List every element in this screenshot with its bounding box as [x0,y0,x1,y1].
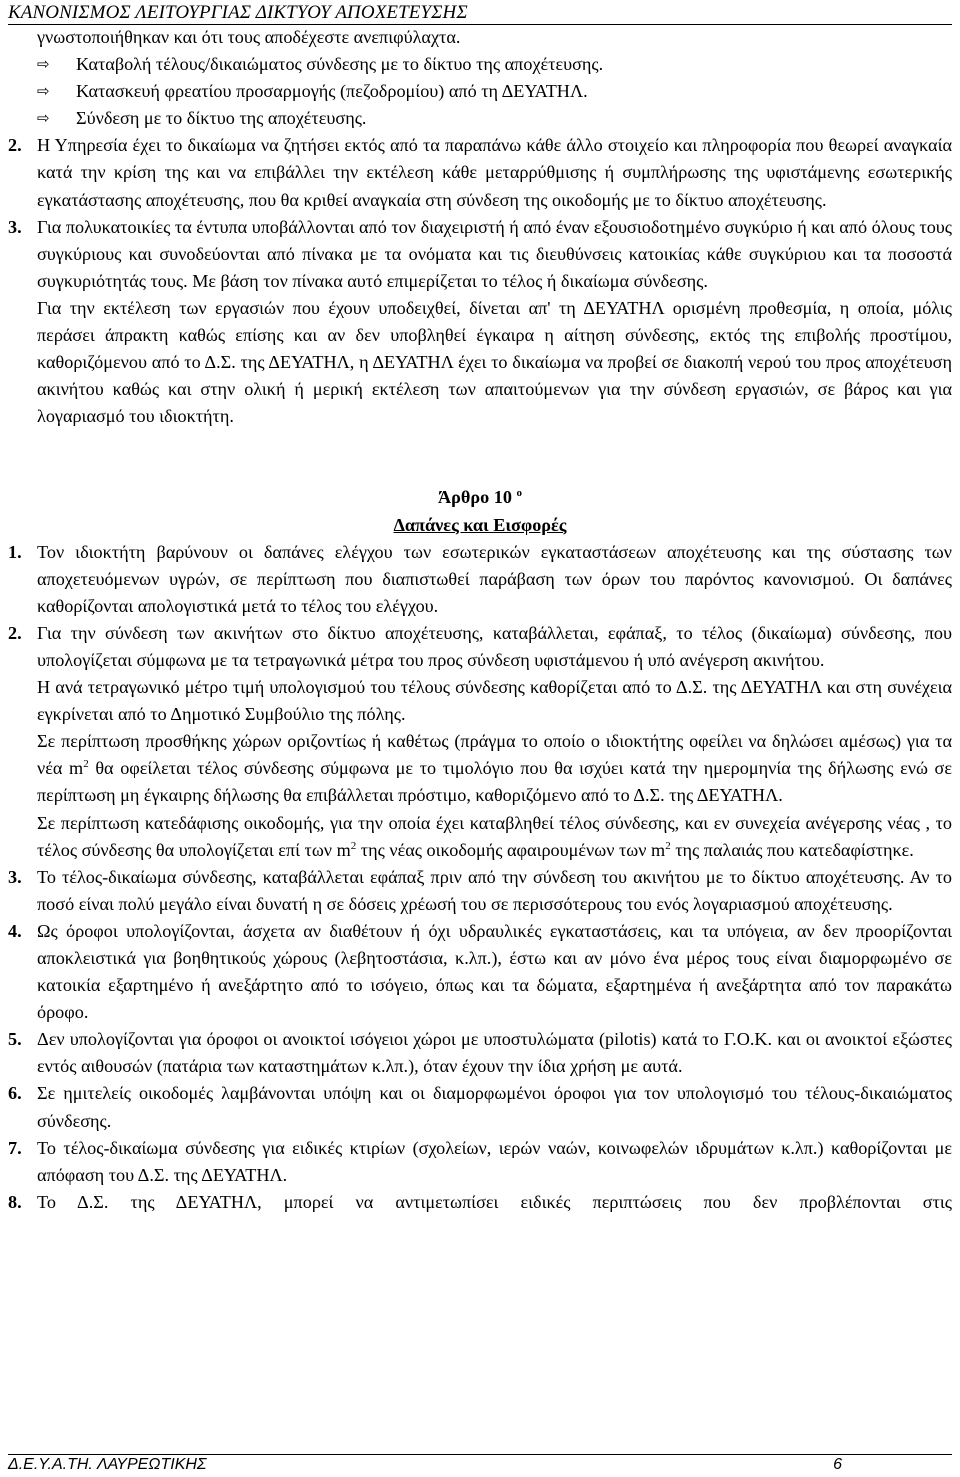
article-item-2-para-c: Σε περίπτωση προσθήκης χώρων οριζοντίως ή καθέτως (πράγμα το οποίο ο ιδιοκτήτης οφείλει να δηλώσει αμέσως) για τα νέα $m^2$ θα οφείλεται τέλος σύνδεσης σύμφωνα με το τιμολόγιο που θα ισχύει κατά την ημερομηνία της δήλωσης ενώ σε περίπτωση μη έγκαιρης δήλωσης θα επιβάλλεται πρόστιμο, καθοριζόμενο από το Δ.Σ. της ΔΕΥΑΤΗΛ. [37,731,952,806]
page-number: 6 [833,1456,842,1473]
article-item-4: 4. Ως όροφοι υπολογίζονται, άσχετα αν διαθέτουν ή όχι υδραυλικές εγκαταστάσεις, και τα υπόγεια, αν δεν προορίζονται αποκλειστικά για βοηθητικούς χώρους (λεβητοστάσια, κ.λπ.), έστω και αν μόνο ένα μέρος τους είναι διαμορφωμένο σε κατοικία εξαρτημένο ή ανεξάρτητο από το ισόγειο, όπως και τα δώματα, εξαρτημένα ή ανεξάρτητα από τον παρακάτω όροφο. [8,920,952,1023]
continuation-text: γνωστοποιήθηκαν και ότι τους αποδέχεστε ανεπιφύλαχτα. [37,27,461,47]
paragraph-3: 3. Για πολυκατοικίες τα έντυπα υποβάλλονται από τον διαχειριστή ή από έναν εξουσιοδοτημένο συγκύριο ή και από όλους τους συγκύριους και συνοδεύονται από πίνακα με τα ονόματα και τις διευθύνσεις κατοικίας κάθε συγκύριου και τα ποσοστά συγκυριότητάς τους. Με βάση τον πίνακα αυτό επιμερίζεται το τέλος ή δικαίωμα σύνδεσης. [8,216,952,291]
footer-organization: Δ.Ε.Υ.Α.ΤΗ. ΛΑΥΡΕΩΤΙΚΗΣ [8,1456,207,1473]
article-heading: Άρθρο 10 $^o$ [438,487,522,508]
arrow-bullet-icon: ⇨ [37,109,50,128]
page-header: ΚΑΝΟΝΙΣΜΟΣ ΛΕΙΤΟΥΡΓΙΑΣ ΔΙΚΤΥΟΥ ΑΠΟΧΕΤΕΥΣΗΣ [8,3,952,25]
paragraph-2: 2. Η Υπηρεσία έχει το δικαίωμα να ζητήσει εκτός από τα παραπάνω κάθε άλλο στοιχείο και πληροφορία που θεωρεί αναγκαία κατά την κρίση της και να επιβάλλει την εκτέλεση κάθε μεταρρύθμισης ή συμπλήρωσης της υφιστάμενης εσωτερικής εγκατάστασης αποχέτευσης, που θα κριθεί αναγκαία στη σύνδεση της οικοδομής με το δίκτυο αποχέτευσης. [8,135,952,210]
article-item-2: 2. Για την σύνδεση των ακινήτων στο δίκτυο αποχέτευσης, καταβάλλεται, εφάπαξ, το τέλος (δικαίωμα) σύνδεσης, που υπολογίζεται σύμφωνα με τα τετραγωνικά μέτρα του προς σύνδεση υφιστάμενου ή υπό ανέγερση ακινήτου. [8,622,952,670]
article-item-2-para-d: Σε περίπτωση κατεδάφισης οικοδομής, για την οποία έχει καταβληθεί τέλος σύνδεσης, και εν συνεχεία ανέγερσης νέας , το τέλος σύνδεσης θα υπολογίζεται επί των $m^2$ της νέας οικοδομής αφαιρουμένων των $m^2$ της παλαιάς που κατεδαφίστηκε. [37,812,952,860]
arrow-bullet-icon: ⇨ [37,82,50,101]
article-item-7: 7. Το τέλος-δικαίωμα σύνδεσης για ειδικές κτιρίων (σχολείων, ιερών ναών, κοινωφελών ιδρυμάτων κ.λπ.) καθορίζονται με απόφαση του Δ.Σ. της ΔΕΥΑΤΗΛ. [8,1137,952,1185]
article-item-3: 3. Το τέλος-δικαίωμα σύνδεσης, καταβάλλεται εφάπαξ πριν από την σύνδεση του ακινήτου με το δίκτυο αποχέτευσης. Αν το ποσό είναι πολύ μεγάλο είναι δυνατή η σε δόσεις χρέωσή του σε περισσότερους του ενός λογαριασμού αποχέτευσης. [8,866,952,914]
arrow-bullet-icon: ⇨ [37,55,50,74]
paragraph-3b: Για την εκτέλεση των εργασιών που έχουν υποδειχθεί, δίνεται απ' τη ΔΕΥΑΤΗΛ ορισμένη προθεσμία, η οποία, μόλις περάσει άπρακτη καθώς επίσης και αν δεν υποβληθεί έγκαιρα η αίτηση σύνδεσης, εκτός της επιβολής προστίμου, καθοριζόμενου από το Δ.Σ. της ΔΕΥΑΤΗΛ, η ΔΕΥΑΤΗΛ έχει το δικαίωμα να προβεί σε διακοπή νερού του προς αποχέτευση ακινήτου καθώς και στην ολική ή μερική εκτέλεση των απαιτούμενων για την σύνδεση εργασιών, σε βάρος και για λογαριασμό του ιδιοκτήτη. [37,297,952,427]
article-item-5: 5. Δεν υπολογίζονται για όροφοι οι ανοικτοί ισόγειοι χώροι με υποστυλώματα (pilotis) κατά το Γ.Ο.Κ. και οι ανοικτοί εξώστες εντός αιθουσών (πατάρια των καταστημάτων κ.λπ.), όταν έχουν την ίδια χρήση με αυτά. [8,1029,952,1077]
article-subtitle: Δαπάνες και Εισφορές [393,514,567,535]
article-item-1: 1. Τον ιδιοκτήτη βαρύνουν οι δαπάνες ελέγχου των εσωτερικών εγκαταστάσεων αποχέτευσης και της σύστασης των αποχετευόμενων υγρών, σε περίπτωση που διαπιστωθεί παράβαση των όρων του παρόντος κανονισμού. Οι δαπάνες καθορίζονται απολογιστικά μετά το τέλος του ελέγχου. [8,541,952,616]
list-item: ⇨ Κατασκευή φρεατίου προσαρμογής (πεζοδρομίου) από τη ΔΕΥΑΤΗΛ. [8,78,952,105]
document-body [8,24,952,1216]
page-footer [8,1454,952,1475]
list-item: ⇨ Σύνδεση με το δίκτυο της αποχέτευσης. [8,105,952,132]
article-item-8: 8. Το Δ.Σ. της ΔΕΥΑΤΗΛ, μπορεί να αντιμετωπίσει ειδικές περιπτώσεις που δεν προβλέπονται στις [8,1191,952,1212]
list-item: ⇨ Καταβολή τέλους/δικαιώματος σύνδεσης με το δίκτυο της αποχέτευσης. [8,51,952,78]
article-item-6: 6. Σε ημιτελείς οικοδομές λαμβάνονται υπόψη και οι διαμορφωμένοι όροφοι για τον υπολογισμό του τέλους-δικαιώματος σύνδεσης. [8,1083,952,1131]
article-item-2-para-b: Η ανά τετραγωνικό μέτρο τιμή υπολογισμού του τέλους σύνδεσης καθορίζεται από το Δ.Σ. της ΔΕΥΑΤΗΛ και στη συνέχεια εγκρίνεται από το Δημοτικό Συμβούλιο της πόλης. [37,677,952,725]
